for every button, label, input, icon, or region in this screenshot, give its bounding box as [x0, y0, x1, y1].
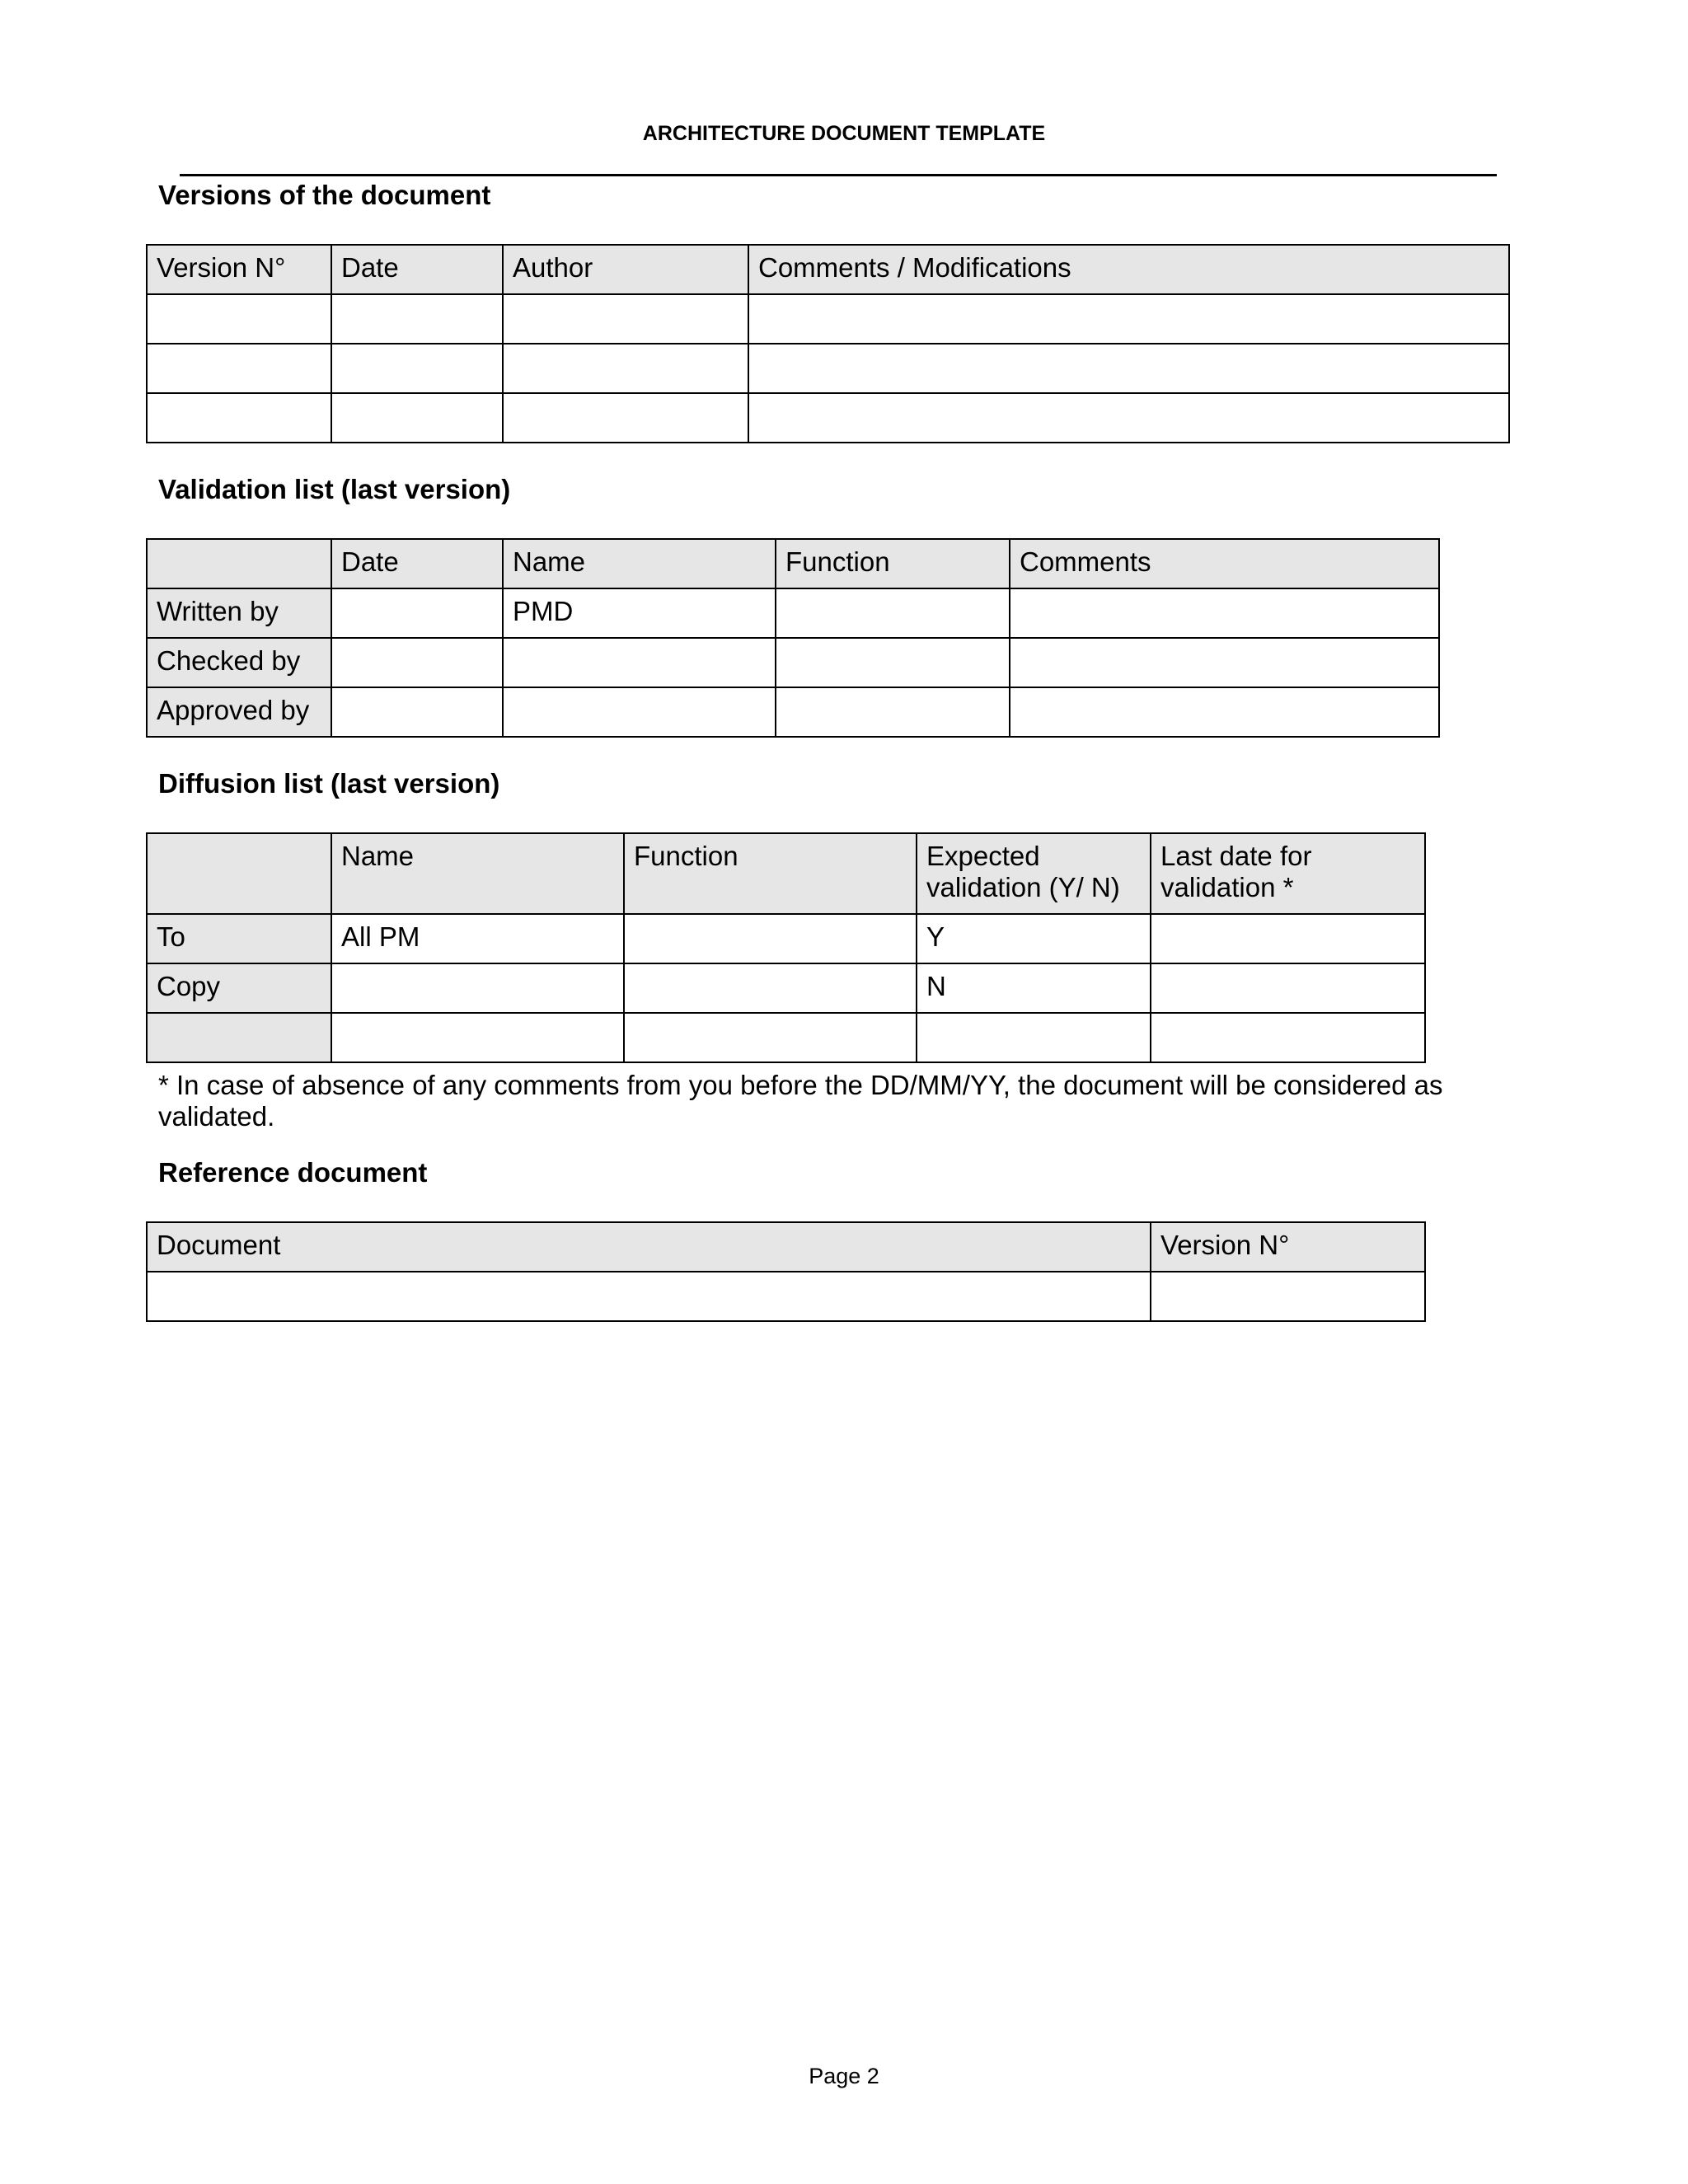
- row-label-copy: Copy: [147, 963, 331, 1013]
- function-cell[interactable]: [776, 687, 1010, 737]
- table-row: [147, 1013, 1425, 1062]
- column-header-function: Function: [776, 539, 1010, 588]
- version-cell[interactable]: [1151, 1272, 1425, 1321]
- page-number: Page 2: [809, 2064, 879, 2088]
- last-date-cell[interactable]: [1151, 1013, 1425, 1062]
- row-label-checked-by: Checked by: [147, 638, 331, 687]
- table-header-row: [147, 245, 1509, 294]
- diffusion-table: [146, 832, 1426, 1063]
- column-header-name: Name: [503, 539, 776, 588]
- row-label-approved-by: Approved by: [147, 687, 331, 737]
- table-row: [147, 294, 1509, 344]
- comments-cell[interactable]: [1010, 687, 1439, 737]
- column-header-comments: Comments: [1010, 539, 1439, 588]
- table-row: [147, 393, 1509, 443]
- table-row: [147, 914, 1425, 963]
- table-row: [147, 588, 1439, 638]
- date-cell[interactable]: [331, 687, 503, 737]
- date-cell[interactable]: [331, 344, 503, 393]
- author-cell[interactable]: [503, 344, 748, 393]
- name-cell[interactable]: [331, 1013, 624, 1062]
- column-header-document: Document: [147, 1222, 1151, 1272]
- version-cell[interactable]: [147, 393, 331, 443]
- column-header-name: Name: [331, 833, 624, 914]
- column-header-blank: [147, 539, 331, 588]
- column-header-date: Date: [331, 539, 503, 588]
- comments-cell[interactable]: [1010, 588, 1439, 638]
- row-label-written-by: Written by: [147, 588, 331, 638]
- function-cell[interactable]: [776, 588, 1010, 638]
- last-date-cell[interactable]: [1151, 914, 1425, 963]
- name-cell[interactable]: All PM: [331, 914, 624, 963]
- expected-validation-cell[interactable]: Y: [917, 914, 1151, 963]
- column-header-version: Version N°: [1151, 1222, 1425, 1272]
- comments-cell[interactable]: [1010, 638, 1439, 687]
- table-row: [147, 687, 1439, 737]
- function-cell[interactable]: [624, 1013, 917, 1062]
- date-cell[interactable]: [331, 638, 503, 687]
- table-header-row: [147, 539, 1439, 588]
- table-row: [147, 344, 1509, 393]
- row-label-to: To: [147, 914, 331, 963]
- comments-cell[interactable]: [748, 294, 1509, 344]
- validation-heading: Validation list (last version): [158, 474, 511, 504]
- column-header-blank: [147, 833, 331, 914]
- table-header-row: [147, 833, 1425, 914]
- column-header-comments: Comments / Modifications: [748, 245, 1509, 294]
- date-cell[interactable]: [331, 294, 503, 344]
- validation-footnote: * In case of absence of any comments from you before the DD/MM/YY, the document will be considered as validated.: [158, 1070, 1443, 1132]
- column-header-last-date: Last date for validation *: [1151, 833, 1425, 914]
- function-cell[interactable]: [776, 638, 1010, 687]
- diffusion-heading: Diffusion list (last version): [158, 768, 500, 799]
- table-header-row: [147, 1222, 1425, 1272]
- table-row: [147, 963, 1425, 1013]
- versions-heading: Versions of the document: [158, 180, 491, 210]
- table-row: [147, 638, 1439, 687]
- reference-table: [146, 1221, 1426, 1322]
- name-cell[interactable]: [503, 638, 776, 687]
- expected-validation-cell[interactable]: [917, 1013, 1151, 1062]
- document-cell[interactable]: [147, 1272, 1151, 1321]
- comments-cell[interactable]: [748, 393, 1509, 443]
- column-header-version: Version N°: [147, 245, 331, 294]
- author-cell[interactable]: [503, 294, 748, 344]
- last-date-cell[interactable]: [1151, 963, 1425, 1013]
- comments-cell[interactable]: [748, 344, 1509, 393]
- validation-table: [146, 538, 1440, 738]
- expected-validation-cell[interactable]: N: [917, 963, 1151, 1013]
- column-header-date: Date: [331, 245, 503, 294]
- column-header-function: Function: [624, 833, 917, 914]
- versions-table: [146, 244, 1510, 443]
- version-cell[interactable]: [147, 294, 331, 344]
- document-title: ARCHITECTURE DOCUMENT TEMPLATE: [642, 122, 1046, 145]
- function-cell[interactable]: [624, 963, 917, 1013]
- reference-heading: Reference document: [158, 1157, 428, 1188]
- date-cell[interactable]: [331, 393, 503, 443]
- date-cell[interactable]: [331, 588, 503, 638]
- function-cell[interactable]: [624, 914, 917, 963]
- version-cell[interactable]: [147, 344, 331, 393]
- name-cell[interactable]: [503, 687, 776, 737]
- column-header-author: Author: [503, 245, 748, 294]
- column-header-expected-validation: Expected validation (Y/ N): [917, 833, 1151, 914]
- row-label-blank: [147, 1013, 331, 1062]
- name-cell[interactable]: [331, 963, 624, 1013]
- name-cell[interactable]: PMD: [503, 588, 776, 638]
- header-divider: [180, 174, 1497, 176]
- author-cell[interactable]: [503, 393, 748, 443]
- table-row: [147, 1272, 1425, 1321]
